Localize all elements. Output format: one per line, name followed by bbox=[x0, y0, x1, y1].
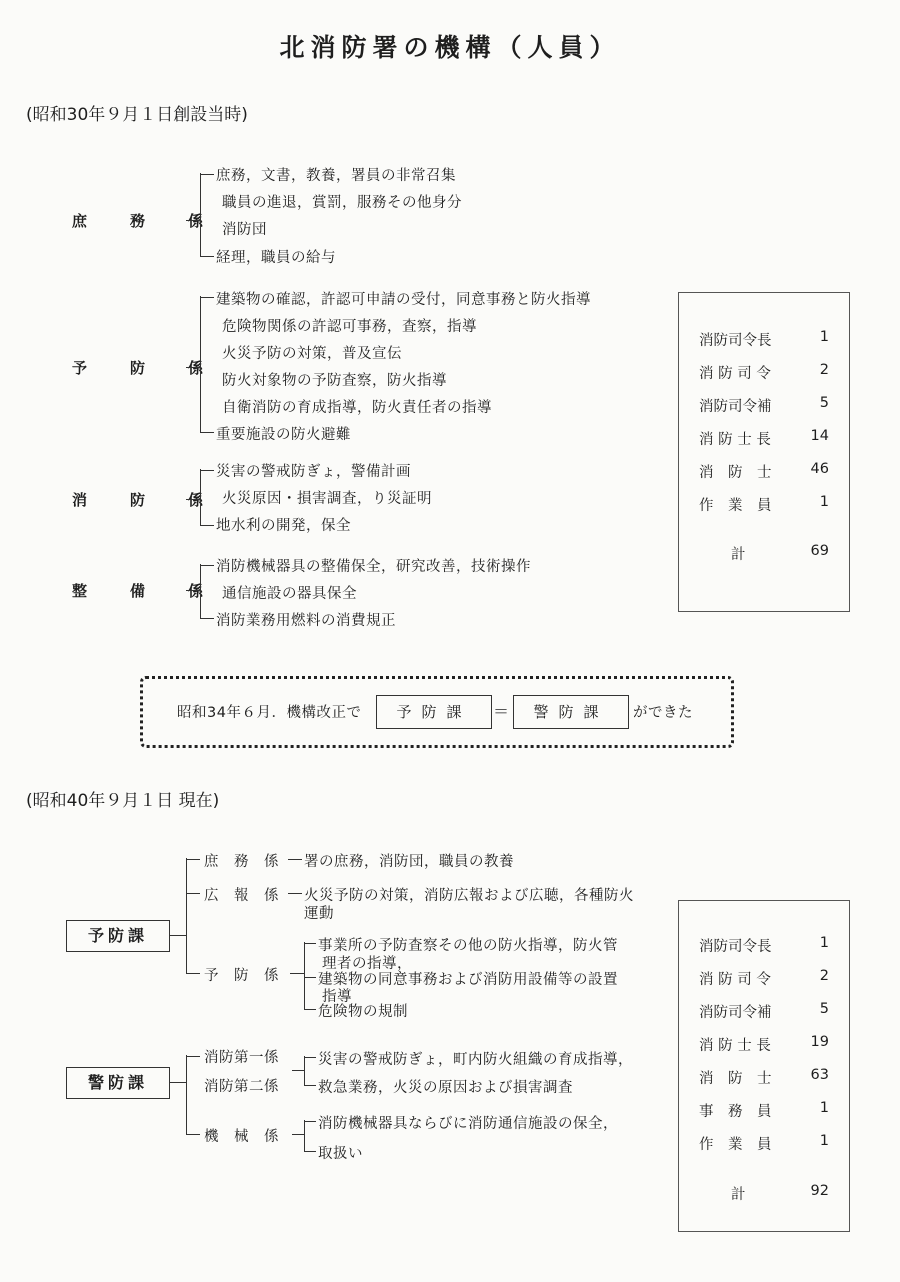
duty-line: 消防機械器具の整備保全，研究改善，技術操作 bbox=[216, 559, 531, 575]
connector bbox=[304, 1151, 316, 1152]
connector bbox=[186, 220, 200, 221]
duty-line: 通信施設の器具保全 bbox=[222, 586, 357, 602]
duty-line: 消防業務用燃料の消費規正 bbox=[216, 613, 396, 629]
connector bbox=[186, 367, 200, 368]
unit-duty: 署の庶務，消防団，職員の教養 bbox=[304, 854, 514, 870]
unit-duty: 救急業務，火災の原因および損害調査 bbox=[318, 1080, 573, 1096]
unit-duty: 建築物の同意事務および消防用設備等の設置 bbox=[318, 972, 618, 988]
bracket bbox=[304, 1120, 305, 1152]
rank-label: 事 務 員 bbox=[699, 1104, 772, 1120]
dept-defense-box: 警防課 bbox=[66, 1067, 170, 1099]
rank-label: 作 業 員 bbox=[699, 498, 772, 514]
page-title: 北消防署の機構（人員） bbox=[279, 33, 621, 62]
bracket bbox=[304, 942, 305, 1010]
unit-duty: 指導 bbox=[322, 989, 352, 1005]
connector bbox=[200, 618, 214, 619]
connector bbox=[290, 973, 304, 974]
connector bbox=[200, 565, 214, 566]
unit-general-affairs: 庶 務 係 bbox=[204, 854, 279, 870]
rank-label: 消防司令補 bbox=[699, 1005, 772, 1021]
rank-label: 消防司令長 bbox=[699, 333, 772, 349]
unit-duty: 取扱い bbox=[318, 1146, 363, 1162]
connector bbox=[186, 590, 200, 591]
rank-label: 消 防 士 bbox=[699, 465, 772, 481]
era1-section-general-affairs: 庶 務 係 bbox=[72, 212, 218, 230]
rank-count: 1 bbox=[819, 1100, 829, 1116]
rank-label: 作 業 員 bbox=[699, 1137, 772, 1153]
connector bbox=[304, 1009, 316, 1010]
connector bbox=[170, 935, 186, 936]
bracket bbox=[186, 1055, 187, 1135]
connector bbox=[170, 1082, 186, 1083]
connector bbox=[200, 256, 214, 257]
total-count: 92 bbox=[810, 1183, 829, 1199]
connector bbox=[186, 499, 200, 500]
unit-duty: 災害の警戒防ぎょ，町内防火組織の育成指導， bbox=[318, 1052, 633, 1068]
rank-label: 消防司令補 bbox=[699, 399, 772, 415]
connector bbox=[304, 977, 316, 978]
connector bbox=[288, 893, 302, 894]
connector bbox=[304, 1121, 316, 1122]
connector bbox=[292, 1134, 304, 1135]
rank-count: 2 bbox=[819, 362, 829, 378]
unit-duty: 消防機械器具ならびに消防通信施設の保全， bbox=[318, 1116, 618, 1132]
rank-count: 1 bbox=[819, 1133, 829, 1149]
connector bbox=[292, 1070, 304, 1071]
rank-count: 1 bbox=[819, 494, 829, 510]
bracket bbox=[200, 564, 201, 619]
notice-box-prevention: 予防課 bbox=[376, 695, 492, 729]
unit-public-relations: 広 報 係 bbox=[204, 888, 279, 904]
duty-line: 庶務，文書，教養，署員の非常召集 bbox=[216, 168, 456, 184]
rank-label: 消 防 士 長 bbox=[699, 1038, 771, 1054]
rank-count: 14 bbox=[810, 428, 829, 444]
rank-count: 46 bbox=[810, 461, 829, 477]
reorganization-notice bbox=[140, 676, 734, 748]
bracket bbox=[200, 469, 201, 526]
notice-connector: ＝ bbox=[493, 702, 510, 721]
connector bbox=[200, 297, 214, 298]
connector bbox=[200, 470, 214, 471]
connector bbox=[304, 1085, 316, 1086]
era2-personnel-box bbox=[678, 900, 850, 1232]
rank-label: 消 防 司 令 bbox=[699, 366, 771, 382]
bracket bbox=[200, 296, 201, 433]
rank-label: 消 防 士 長 bbox=[699, 432, 771, 448]
unit-duty: 理者の指導， bbox=[322, 956, 412, 972]
unit-firefighting-2: 消防第二係 bbox=[204, 1079, 279, 1095]
connector bbox=[186, 1056, 200, 1057]
era1-section-maintenance: 整 備 係 bbox=[72, 582, 218, 600]
notice-prefix: 昭和34年６月．機構改正で bbox=[177, 705, 362, 721]
duty-line: 経理，職員の給与 bbox=[216, 250, 336, 266]
rank-label: 消 防 士 bbox=[699, 1071, 772, 1087]
rank-label: 消 防 司 令 bbox=[699, 972, 771, 988]
bracket bbox=[304, 1056, 305, 1086]
unit-firefighting-1: 消防第一係 bbox=[204, 1050, 279, 1066]
rank-count: 19 bbox=[810, 1034, 829, 1050]
connector bbox=[304, 943, 316, 944]
connector bbox=[200, 174, 214, 175]
unit-duty: 危険物の規制 bbox=[318, 1004, 408, 1020]
era1-section-firefighting: 消 防 係 bbox=[72, 491, 218, 509]
connector bbox=[186, 859, 200, 860]
era1-heading: (昭和30年９月１日創設当時) bbox=[26, 105, 248, 125]
unit-prevention: 予 防 係 bbox=[204, 968, 279, 984]
unit-duty: 火災予防の対策，消防広報および広聴，各種防火 bbox=[304, 888, 634, 904]
dept-prevention-box: 予防課 bbox=[66, 920, 170, 952]
total-label: 計 bbox=[731, 547, 746, 563]
rank-count: 1 bbox=[819, 329, 829, 345]
connector bbox=[186, 893, 200, 894]
unit-duty-cont: 運動 bbox=[304, 906, 334, 922]
duty-line: 職員の進退，賞罰，服務その他身分 bbox=[222, 195, 462, 211]
connector bbox=[186, 1134, 200, 1135]
duty-line: 災害の警戒防ぎょ，警備計画 bbox=[216, 464, 411, 480]
duty-line: 自衛消防の育成指導，防火責任者の指導 bbox=[222, 400, 492, 416]
era1-section-prevention: 予 防 係 bbox=[72, 359, 218, 377]
bracket bbox=[200, 173, 201, 257]
connector bbox=[186, 973, 200, 974]
rank-label: 消防司令長 bbox=[699, 939, 772, 955]
duty-line: 火災予防の対策，普及宣伝 bbox=[222, 346, 402, 362]
duty-line: 地水利の開発，保全 bbox=[216, 518, 351, 534]
duty-line: 建築物の確認，許認可申請の受付，同意事務と防火指導 bbox=[216, 292, 591, 308]
unit-duty: 事業所の予防査察その他の防火指導，防火管 bbox=[318, 938, 618, 954]
rank-count: 5 bbox=[819, 1001, 829, 1017]
rank-count: 63 bbox=[810, 1067, 829, 1083]
notice-box-defense: 警防課 bbox=[513, 695, 629, 729]
total-label: 計 bbox=[731, 1187, 746, 1203]
rank-count: 1 bbox=[819, 935, 829, 951]
rank-count: 2 bbox=[819, 968, 829, 984]
duty-line: 消防団 bbox=[222, 222, 267, 238]
duty-line: 火災原因・損害調査，り災証明 bbox=[222, 491, 432, 507]
duty-line: 重要施設の防火避難 bbox=[216, 427, 351, 443]
connector bbox=[288, 859, 302, 860]
total-count: 69 bbox=[810, 543, 829, 559]
era2-heading: (昭和40年９月１日 現在) bbox=[26, 791, 220, 811]
rank-count: 5 bbox=[819, 395, 829, 411]
duty-line: 危険物関係の許認可事務，査察，指導 bbox=[222, 319, 477, 335]
era1-personnel-box bbox=[678, 292, 850, 612]
unit-machinery: 機 械 係 bbox=[204, 1129, 279, 1145]
connector bbox=[200, 432, 214, 433]
bracket bbox=[186, 858, 187, 974]
connector bbox=[304, 1057, 316, 1058]
connector bbox=[200, 525, 214, 526]
notice-suffix: ができた bbox=[633, 705, 693, 721]
duty-line: 防火対象物の予防査察，防火指導 bbox=[222, 373, 447, 389]
